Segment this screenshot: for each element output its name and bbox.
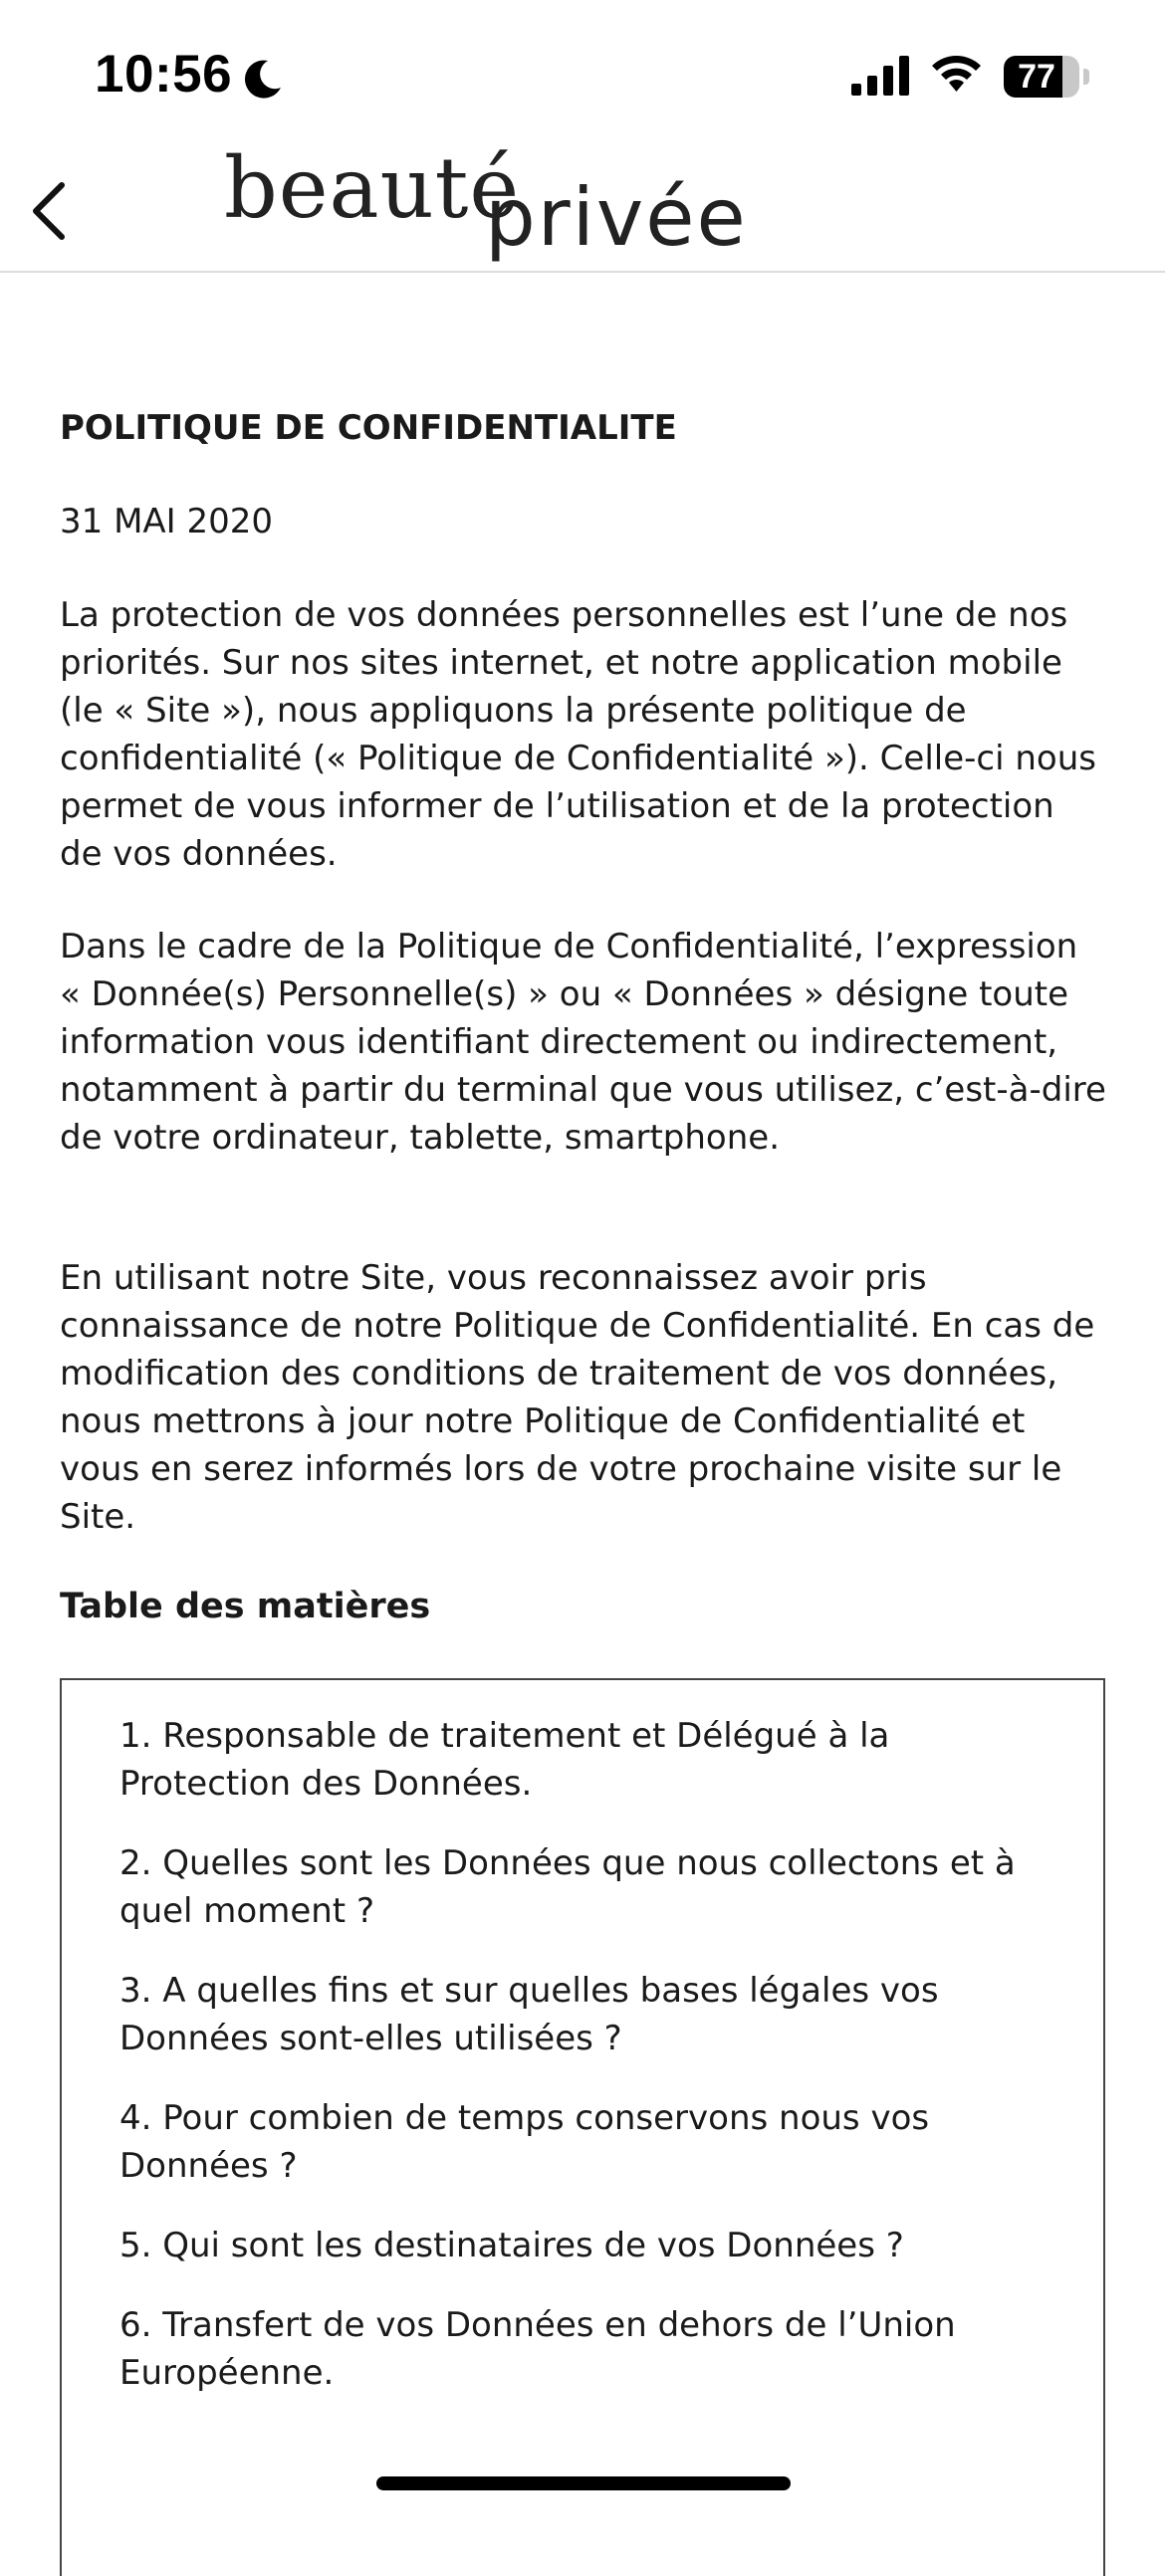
paragraph-acceptance: En utilisant notre Site, vous reconnaissez avoir pris connaissance de notre Politique de Confidentialité. En cas de modification des conditions de traitement de vos données, nous mettrons à jour notre Politique de Confidentialité et vous en serez informés lors de votre prochaine visite sur le Site. — [60, 1258, 1095, 1537]
status-time: 10:56 — [95, 45, 233, 104]
toc-heading: Table des matières — [60, 1587, 431, 1626]
toc-list — [119, 1712, 1065, 2429]
cellular-signal-icon — [851, 56, 911, 96]
status-bar — [0, 0, 1165, 139]
brand-logo — [224, 139, 748, 271]
paragraph-intro: La protection de vos données personnelles est l’une de nos priorités. Sur nos sites internet, et notre application mobile (le « Site »), nous appliquons la présente politique de confidentialité (« Politique de Confidentialité »). Celle-ci nous permet de vous informer de l’utilisation et de la protection de vos données. — [60, 595, 1096, 874]
toc-item-4[interactable]: 4. Pour combien de temps conservons nous vos Données ? — [119, 2098, 930, 2186]
toc-item-1[interactable]: 1. Responsable de traitement et Délégué à la Protection des Données. — [119, 1716, 890, 1804]
table-of-contents — [60, 1678, 1105, 2576]
paragraph-definition: Dans le cadre de la Politique de Confidentialité, l’expression « Donnée(s) Personnelle(s) » ou « Données » désigne toute information vous identifiant directement ou indirectement, notamment à partir du terminal que vous utilisez, c’est-à-dire de votre ordinateur, tablette, smartphone. — [60, 927, 1106, 1158]
toc-item-3[interactable]: 3. A quelles fins et sur quelles bases légales vos Données sont-elles utilisées ? — [119, 1971, 939, 2058]
battery-icon — [1004, 56, 1083, 98]
page-title: POLITIQUE DE CONFIDENTIALITE — [60, 408, 677, 448]
toc-item-6[interactable]: 6. Transfert de vos Données en dehors de l’Union Européenne. — [119, 2305, 956, 2393]
logo-beaute: beauté — [224, 139, 521, 237]
wifi-icon — [929, 52, 984, 96]
chevron-left-icon — [20, 169, 90, 249]
battery-body — [1004, 56, 1079, 98]
moon-icon — [244, 58, 284, 100]
document-date: 31 MAI 2020 — [60, 502, 274, 541]
app-header — [0, 139, 1165, 273]
toc-item-2[interactable]: 2. Quelles sont les Données que nous collectons et à quel moment ? — [119, 1843, 1016, 1931]
battery-nub — [1083, 69, 1089, 85]
logo-privee: privée — [485, 171, 748, 264]
back-button[interactable] — [20, 169, 90, 249]
toc-item-5[interactable]: 5. Qui sont les destinataires de vos Données ? — [119, 2226, 904, 2265]
battery-level: 77 — [1018, 58, 1055, 96]
home-indicator[interactable] — [376, 2476, 791, 2490]
